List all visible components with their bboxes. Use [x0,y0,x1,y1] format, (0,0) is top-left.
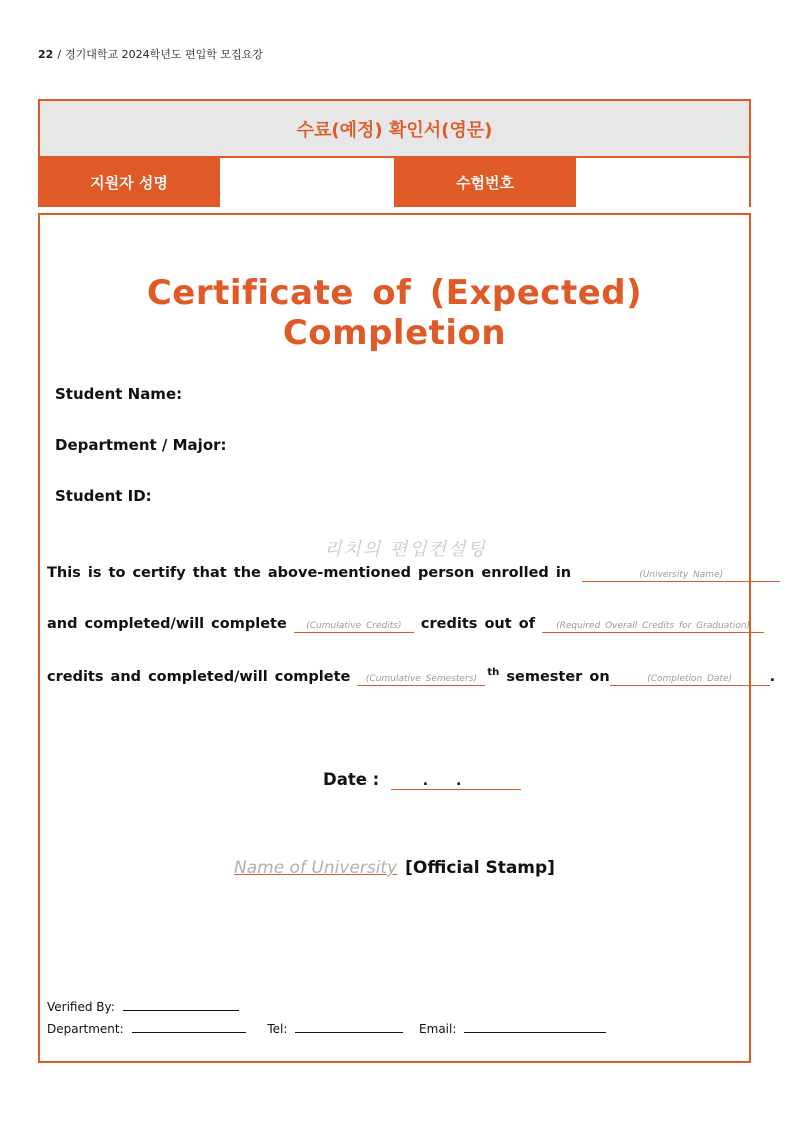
header-separator: / [57,48,62,61]
certify-text-2b: credits out of [420,616,535,632]
department-footer-field[interactable] [132,1021,246,1033]
required-credits-blank[interactable]: (Required Overall Credits for Graduation) [542,620,764,633]
applicant-name-field[interactable] [218,158,396,207]
student-id-label: Student ID: [55,487,152,505]
date-field[interactable]: .. [391,773,521,790]
department-major-label: Department / Major: [55,436,227,454]
cumulative-credits-blank[interactable]: (Cumulative Credits) [294,620,414,633]
certify-text-3a: credits and completed/will complete [47,668,351,685]
certify-line-1 [47,565,780,582]
email-field[interactable] [464,1021,606,1033]
document-title: 경기대학교 2024학년도 편입학 모집요강 [65,48,263,61]
tel-field[interactable] [295,1021,403,1033]
certify-text-2a: and completed/will complete [47,616,287,632]
sentence-period: . [769,668,776,685]
date-label: Date : [323,770,380,789]
university-name: Name of University [234,858,398,878]
form-title: 수료(예정) 확인서(영문) [40,101,749,158]
applicant-info-row [40,158,749,207]
exam-number-field[interactable] [574,158,749,207]
contact-line [47,1021,606,1036]
certificate-title: Certificate of (Expected) Completion [146,273,643,353]
tel-label: Tel: [267,1022,288,1036]
email-label: Email: [419,1022,457,1036]
cumulative-semesters-blank[interactable]: (Cumulative Semesters) [357,673,485,686]
verified-by-field[interactable] [123,999,239,1011]
page-header [38,46,263,62]
stamp-line [40,858,749,878]
exam-number-label: 수험번호 [396,158,574,207]
certify-line-3 [47,667,775,686]
certify-line-2 [47,616,764,633]
page-number: 22 [38,48,54,61]
applicant-info-table [38,99,751,207]
department-footer-label: Department: [47,1022,124,1036]
ordinal-suffix: th [487,667,500,678]
applicant-name-label: 지원자 성명 [40,158,218,207]
certify-text-3b: semester on [506,668,610,685]
date-line [323,770,521,790]
student-name-label: Student Name: [55,385,183,403]
completion-date-blank[interactable]: (Completion Date) [610,673,770,686]
university-name-blank[interactable]: (University Name) [582,569,780,582]
official-stamp-label: [Official Stamp] [405,858,555,878]
certificate-box [38,213,776,1063]
certify-text-1: This is to certify that the above-mentioned person enrolled in [47,565,572,581]
watermark: 리치의 편입컨설팅 [324,539,487,560]
verified-by-label: Verified By: [47,1000,115,1014]
verified-by-line [47,999,239,1014]
